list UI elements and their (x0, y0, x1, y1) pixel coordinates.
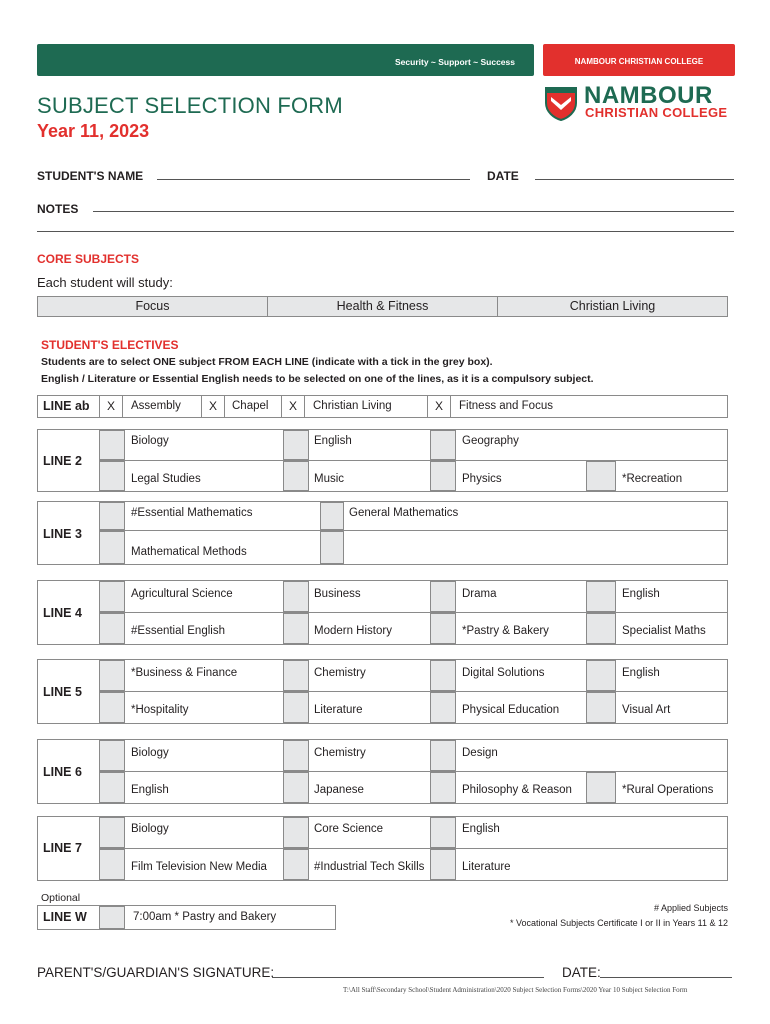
row-divider (99, 691, 728, 692)
form-year: Year 11, 2023 (37, 121, 150, 141)
footer-file-path: T:\All Staff\Secondary School\Student Administration\2020 Subject Selection Forms\2020 Year 10 Subject Selection Form (343, 986, 688, 994)
subject-option: Biology (131, 747, 169, 759)
tick-box[interactable] (99, 772, 125, 803)
line-4-table (37, 580, 728, 645)
subject-option: 7:00am * Pastry and Bakery (133, 911, 277, 923)
subject-option: *Recreation (622, 473, 683, 485)
subject-option: Visual Art (622, 704, 671, 716)
line-3-table (37, 501, 728, 565)
subject-option: Agricultural Science (131, 588, 233, 600)
tick-mark[interactable]: X (434, 399, 443, 413)
line-w-label: LINE W (43, 910, 87, 924)
applied-subjects-note: # Applied Subjects (653, 903, 728, 913)
subject-option: Physical Education (462, 704, 560, 716)
subject-option: Assembly (131, 400, 181, 412)
tick-box[interactable] (99, 692, 125, 723)
line-label: LINE 7 (43, 841, 82, 855)
subject-option: English (462, 823, 500, 835)
tick-box[interactable] (586, 613, 616, 644)
line-7-table (37, 816, 728, 881)
line-label: LINE 3 (43, 527, 82, 541)
tick-box[interactable] (283, 740, 309, 771)
subject-option: Chapel (232, 400, 269, 412)
subject-option: Physics (462, 473, 502, 485)
logo-subname: CHRISTIAN COLLEGE (585, 105, 728, 120)
tick-box[interactable] (586, 692, 616, 723)
tick-box[interactable] (283, 849, 309, 880)
cell-divider (224, 396, 225, 417)
subject-option: Biology (131, 435, 169, 447)
tick-box[interactable] (283, 461, 309, 491)
tick-box[interactable] (586, 581, 616, 612)
subject-option: English (131, 784, 169, 796)
line-w-row (37, 905, 336, 930)
subject-option: Fitness and Focus (459, 400, 553, 412)
tick-box[interactable] (430, 660, 456, 691)
subject-option: English (314, 435, 352, 447)
optional-label: Optional (41, 892, 81, 904)
tick-box[interactable] (586, 772, 616, 803)
tick-box[interactable] (99, 502, 125, 530)
logo-name: NAMBOUR (584, 82, 713, 109)
signature-date-field[interactable] (600, 977, 732, 978)
cell-divider (122, 396, 123, 417)
electives-instruction: Students are to select ONE subject FROM EACH LINE (indicate with a tick in the grey box). (41, 356, 493, 368)
subject-option: Digital Solutions (462, 667, 545, 679)
tick-box[interactable] (283, 817, 309, 848)
notes-field-line2[interactable] (37, 231, 734, 232)
tick-box[interactable] (430, 817, 456, 848)
subject-option: Business (314, 588, 361, 600)
core-subjects-bar (37, 296, 728, 317)
core-subject: Christian Living (497, 297, 727, 316)
subject-option: Christian Living (313, 400, 392, 412)
line-label: LINE 2 (43, 454, 82, 468)
core-subject: Health & Fitness (267, 297, 497, 316)
subject-option: Specialist Maths (622, 625, 706, 637)
form-title: SUBJECT SELECTION FORM (37, 93, 343, 118)
tick-box[interactable] (99, 531, 125, 564)
subject-option: Design (462, 747, 498, 759)
tick-mark[interactable]: X (208, 399, 217, 413)
tick-box[interactable] (430, 740, 456, 771)
signature-date-label: DATE: (562, 965, 601, 980)
line-label: LINE 5 (43, 685, 82, 699)
tick-box[interactable] (99, 613, 125, 644)
subject-option: *Rural Operations (622, 784, 714, 796)
tick-box[interactable] (99, 660, 125, 691)
row-divider (99, 771, 728, 772)
tick-box[interactable] (99, 430, 125, 460)
subject-option: Chemistry (314, 667, 366, 679)
subject-option: General Mathematics (349, 507, 459, 519)
tick-box[interactable] (283, 430, 309, 460)
student-name-field[interactable] (157, 179, 470, 180)
notes-label: NOTES (37, 202, 79, 216)
tick-box[interactable] (283, 692, 309, 723)
cell-divider (450, 396, 451, 417)
tick-box[interactable] (430, 461, 456, 491)
line-5-table (37, 659, 728, 724)
tick-box[interactable] (99, 906, 125, 929)
row-divider (99, 848, 728, 849)
row-divider (99, 530, 728, 531)
tick-box[interactable] (430, 849, 456, 880)
subject-option: Literature (462, 861, 511, 873)
college-tag: NAMBOUR CHRISTIAN COLLEGE (574, 57, 704, 66)
tick-mark[interactable]: X (288, 399, 297, 413)
subject-option: *Business & Finance (131, 667, 238, 679)
core-intro: Each student will study: (37, 275, 173, 290)
tick-box[interactable] (320, 531, 344, 564)
line-label: LINE 4 (43, 606, 82, 620)
tick-box[interactable] (99, 817, 125, 848)
date-field[interactable] (535, 179, 734, 180)
tick-box[interactable] (430, 430, 456, 460)
tick-box[interactable] (99, 849, 125, 880)
cell-divider (304, 396, 305, 417)
tick-box[interactable] (99, 740, 125, 771)
subject-option: Mathematical Methods (131, 546, 247, 558)
core-subject: Focus (135, 299, 170, 313)
parent-signature-field[interactable] (272, 977, 544, 978)
subject-option: Core Science (314, 823, 384, 835)
line-label: LINE 6 (43, 765, 82, 779)
subject-option: English (622, 667, 660, 679)
subject-option: #Industrial Tech Skills (314, 861, 425, 873)
subject-option: #Essential Mathematics (131, 507, 253, 519)
vocational-subjects-note: * Vocational Subjects Certificate I or II in Years 11 & 12 (510, 918, 728, 928)
subject-option: Biology (131, 823, 169, 835)
subject-option: Drama (462, 588, 497, 600)
subject-option: Film Television New Media (131, 861, 267, 873)
row-divider (99, 612, 728, 613)
tick-box[interactable] (283, 660, 309, 691)
tick-box[interactable] (430, 613, 456, 644)
tick-box[interactable] (99, 461, 125, 491)
notes-field[interactable] (93, 211, 734, 212)
parent-signature-label: PARENT'S/GUARDIAN'S SIGNATURE: (37, 965, 275, 980)
college-crest-icon (543, 85, 579, 121)
line-2-table (37, 429, 728, 492)
subject-option: Chemistry (314, 747, 366, 759)
row-divider (99, 460, 728, 461)
tick-box[interactable] (99, 581, 125, 612)
electives-instruction: English / Literature or Essential English needs to be selected on one of the lines, as it is a compulsory subject. (41, 373, 594, 385)
line-ab-row (37, 395, 728, 418)
core-subjects-heading: CORE SUBJECTS (37, 252, 140, 266)
subject-option: Literature (314, 704, 363, 716)
subject-option: *Hospitality (131, 704, 189, 716)
subject-option: Music (314, 473, 345, 485)
line-ab-label: LINE ab (43, 399, 90, 413)
subject-option: #Essential English (131, 625, 225, 637)
tick-box[interactable] (586, 461, 616, 491)
date-label: DATE (487, 169, 519, 183)
subject-option: *Pastry & Bakery (462, 625, 549, 637)
subject-option: Philosophy & Reason (462, 784, 572, 796)
tick-box[interactable] (283, 613, 309, 644)
line-6-table (37, 739, 728, 804)
tick-box[interactable] (283, 581, 309, 612)
subject-option: Geography (462, 435, 519, 447)
tick-box[interactable] (430, 692, 456, 723)
subject-option: Legal Studies (131, 473, 201, 485)
tick-box[interactable] (430, 772, 456, 803)
tagline: Security ~ Support ~ Success (395, 57, 515, 67)
subject-option: Japanese (314, 784, 364, 796)
tick-box[interactable] (320, 502, 344, 530)
subject-option: English (622, 588, 660, 600)
tick-box[interactable] (586, 660, 616, 691)
tick-box[interactable] (283, 772, 309, 803)
student-name-label: STUDENT'S NAME (37, 169, 144, 183)
subject-option: Modern History (314, 625, 392, 637)
electives-heading: STUDENT'S ELECTIVES (41, 338, 179, 352)
tick-box[interactable] (430, 581, 456, 612)
tick-mark[interactable]: X (106, 399, 115, 413)
